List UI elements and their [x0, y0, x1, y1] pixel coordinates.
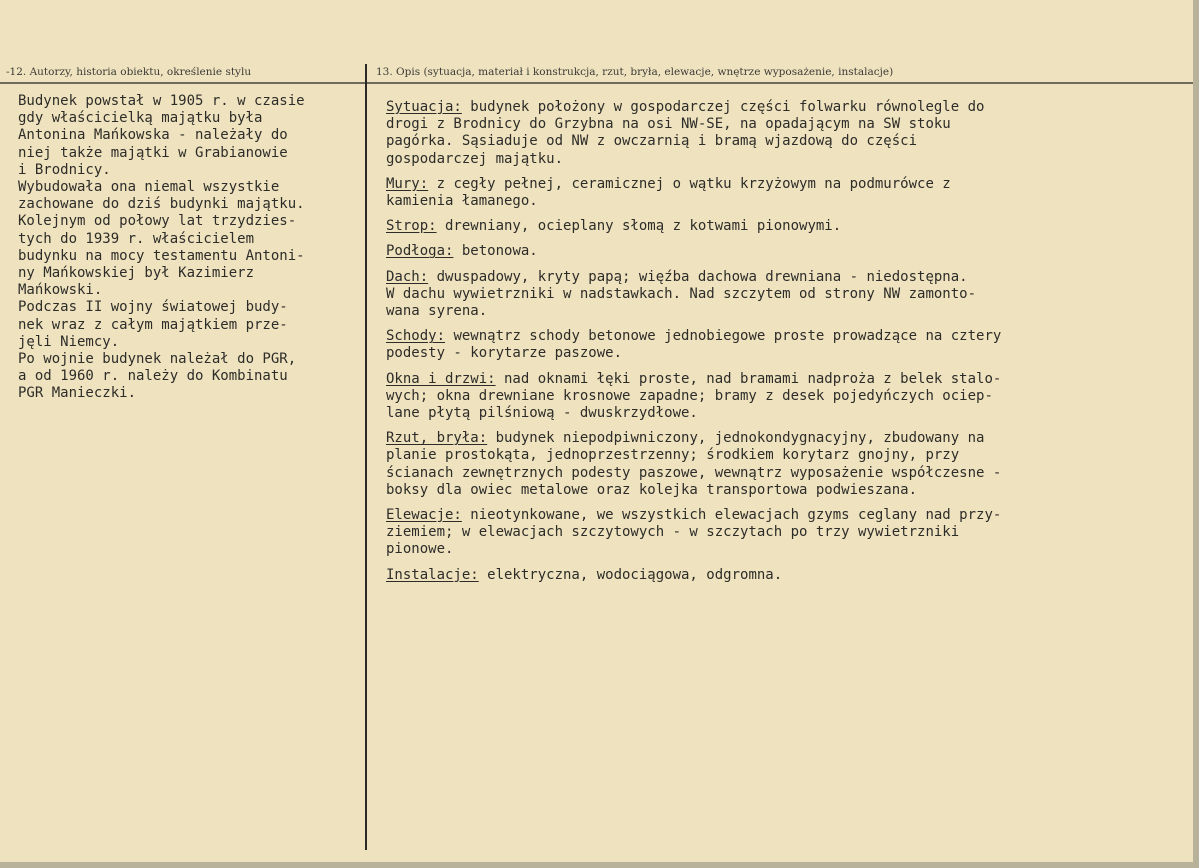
history-line: zachowane do dziś budynki majątku.: [18, 196, 305, 213]
section-label: Okna i drzwi:: [386, 370, 496, 387]
section-text: elektryczna, wodociągowa, odgromna.: [478, 566, 783, 583]
description-section: [386, 371, 1186, 423]
section-text: budynek położony w gospodarczej części folwarku równolegle do: [461, 99, 985, 115]
description-line: pionowe.: [386, 541, 454, 558]
description-section: [386, 99, 1186, 168]
section-label: Sytuacja:: [386, 99, 462, 115]
description-line: lane płytą pilśniową - dwuskrzydłowe.: [386, 405, 698, 422]
description-line: [386, 567, 1186, 584]
description-line: wych; okna drewniane krosnowe zapadne; bramy z desek pojedyńczych ociep-: [386, 387, 993, 404]
section-text: budynek niepodpiwniczony, jednokondygnacyjny, zbudowany na: [487, 430, 985, 447]
description-line: ziemiem; w elewacjach szczytowych - w szczytach po trzy wywietrzniki: [386, 524, 960, 541]
history-line: PGR Manieczki.: [18, 385, 137, 402]
description-section: [386, 269, 1186, 321]
section-label: Rzut, bryła:: [386, 430, 488, 447]
history-line: Wybudowała ona niemal wszystkie: [18, 179, 280, 196]
section-label: Mury:: [386, 175, 429, 192]
section-text: z cegły pełnej, ceramicznej o wątku krzyżowym na podmurówce z: [428, 175, 951, 192]
description-line: planie prostokąta, jednoprzestrzenny; środkiem korytarz gnojny, przy: [386, 447, 960, 464]
section-13-heading: 13. Opis (sytuacja, materiał i konstrukcja, rzut, bryła, elewacje, wnętrze wyposażenie, instalacje): [376, 66, 894, 78]
section-label: Podłoga:: [386, 243, 454, 260]
section-text: nieotynkowane, we wszystkich elewacjach gzyms ceglany nad przy-: [461, 507, 1002, 524]
description-line: [386, 430, 1186, 447]
header-divider: [0, 82, 1193, 84]
description-line: [386, 328, 1186, 345]
section-text: dwuspadowy, kryty papą; więźba dachowa drewniana - niedostępna.: [428, 268, 968, 285]
description-text: [386, 99, 1186, 592]
history-line: tych do 1939 r. właścicielem: [18, 230, 255, 247]
history-line: jęli Niemcy.: [18, 333, 120, 350]
description-section: [386, 567, 1186, 584]
description-line: [386, 269, 1186, 286]
description-section: [386, 430, 1186, 499]
history-line: Mańkowski.: [18, 282, 103, 299]
history-line: Podczas II wojny światowej budy-: [18, 299, 288, 316]
description-line: pagórka. Sąsiaduje od NW z owczarnią i bramą wjazdową do części: [386, 133, 918, 150]
description-line: W dachu wywietrzniki w nadstawkach. Nad szczytem od strony NW zamonto-: [386, 285, 977, 302]
description-line: [386, 507, 1186, 524]
section-label: Dach:: [386, 268, 429, 285]
section-text: drewniany, ocieplany słomą z kotwami pionowymi.: [436, 218, 842, 235]
history-line: Budynek powstał w 1905 r. w czasie: [18, 93, 305, 109]
description-line: gospodarczej majątku.: [386, 150, 564, 167]
description-line: ścianach zewnętrznych podesty paszowe, wewnątrz wyposażenie współczesne -: [386, 464, 1002, 481]
description-section: [386, 328, 1186, 362]
description-line: drogi z Brodnicy do Grzybna na osi NW-SE, na opadającym na SW stoku: [386, 116, 951, 133]
history-line: ny Mańkowskiej był Kazimierz: [18, 265, 255, 282]
history-line: Po wojnie budynek należał do PGR,: [18, 351, 297, 368]
description-section: [386, 176, 1186, 210]
description-line: [386, 176, 1186, 193]
description-line: wana syrena.: [386, 303, 488, 320]
section-label: Schody:: [386, 328, 446, 345]
history-text: [18, 93, 363, 403]
history-line: budynku na mocy testamentu Antoni-: [18, 247, 305, 264]
description-line: [386, 99, 1186, 116]
history-line: i Brodnicy.: [18, 161, 111, 178]
section-label: Elewacje:: [386, 507, 462, 524]
history-line: Kolejnym od połowy lat trzydzies-: [18, 213, 297, 230]
description-line: boksy dla owiec metalowe oraz kolejka transportowa podwieszana.: [386, 481, 918, 498]
history-line: niej także majątki w Grabianowie: [18, 144, 288, 161]
history-line: Antonina Mańkowska - należały do: [18, 127, 288, 144]
description-line: [386, 243, 1186, 260]
section-label: Strop:: [386, 218, 437, 235]
history-line: a od 1960 r. należy do Kombinatu: [18, 368, 288, 385]
column-divider: [365, 64, 367, 850]
description-section: [386, 243, 1186, 260]
section-text: wewnątrz schody betonowe jednobiegowe proste prowadzące na cztery: [445, 328, 1002, 345]
description-line: kamienia łamanego.: [386, 193, 538, 210]
description-section: [386, 507, 1186, 559]
section-12-heading: -12. Autorzy, historia obiektu, określenie stylu: [6, 66, 252, 78]
description-line: [386, 371, 1186, 388]
history-line: nek wraz z całym majątkiem prze-: [18, 316, 288, 333]
section-label: Instalacje:: [386, 566, 479, 583]
description-section: [386, 218, 1186, 235]
history-line: gdy właścicielką majątku była: [18, 110, 263, 127]
description-line: podesty - korytarze paszowe.: [386, 345, 623, 362]
section-text: nad oknami łęki proste, nad bramami nadproża z belek stalo-: [495, 370, 1002, 387]
section-text: betonowa.: [453, 243, 538, 260]
description-line: [386, 218, 1186, 235]
